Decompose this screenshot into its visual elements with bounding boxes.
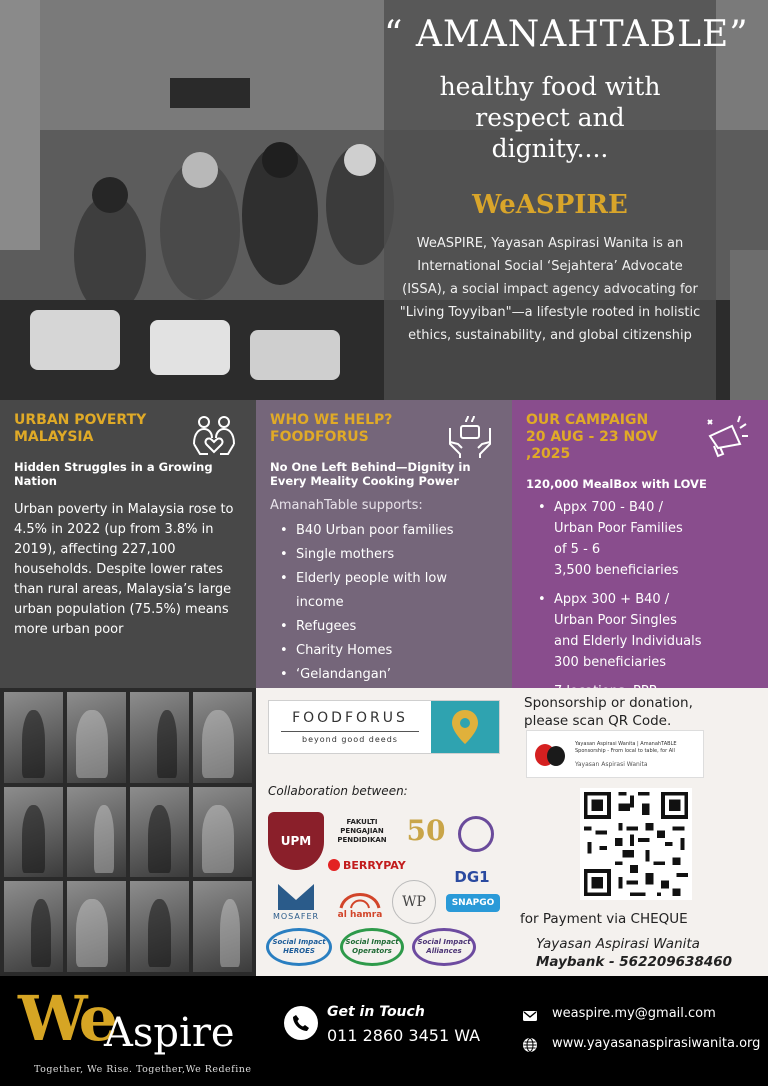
activity-photo <box>193 692 252 783</box>
urban-poverty-title: URBAN POVERTY MALAYSIA <box>14 412 147 445</box>
payee-name: Yayasan Aspirasi Wanita <box>536 936 700 952</box>
who-we-help-subtitle: No One Left Behind—Dignity in Every Meality Cooking Power <box>270 460 471 488</box>
list-item: • B40 Urban poor families <box>270 519 498 543</box>
email-link[interactable]: weaspire.my@gmail.com <box>552 1006 716 1021</box>
wp-logo: WP <box>392 880 436 924</box>
list-item-line: • Appx 700 - B40 / <box>554 500 663 515</box>
campaign-heading <box>526 412 696 463</box>
pentagon-logo <box>458 816 494 852</box>
location-pin-icon <box>431 701 499 753</box>
lower-section <box>0 688 768 976</box>
campaign-list <box>526 497 754 702</box>
berrypay-logo <box>328 856 418 874</box>
campaign-heading-title: OUR CAMPAIGN <box>526 412 649 428</box>
alhamra-logo <box>330 880 390 924</box>
list-item-line: • Appx 300 + B40 / <box>554 592 670 607</box>
sponsorship-line: please scan QR Code. <box>524 713 672 729</box>
who-we-help-panel <box>256 400 512 688</box>
divider <box>281 731 419 732</box>
tagline-line: dignity.... <box>491 134 609 163</box>
hero-tagline <box>384 71 716 164</box>
get-in-touch-label: Get in Touch <box>327 1004 425 1020</box>
upm-logo: UPM <box>268 812 324 870</box>
activity-photo <box>130 881 189 972</box>
collaboration-label: Collaboration between: <box>268 784 408 798</box>
sponsorship-text <box>524 694 693 730</box>
list-item: • ‘Gelandangan’ <box>270 663 498 687</box>
qr-code[interactable] <box>580 788 692 900</box>
list-item: • Refugees <box>270 615 498 639</box>
partners-column <box>256 688 512 976</box>
campaign-title: “ AMANAHTABLE” <box>384 14 749 55</box>
list-item-line: Urban Poor Families <box>554 521 683 536</box>
mosafer-logo <box>268 878 324 924</box>
sponsorship-card-title: Yayasan Aspirasi Wanita | AmanahTABLE Sponsorship - From local to table, for All <box>575 740 677 754</box>
activity-photo <box>193 787 252 878</box>
people-heart-icon <box>190 414 238 458</box>
footer <box>0 976 768 1086</box>
mosafer-mark-icon <box>276 882 316 912</box>
bank-account: Maybank - 562209638460 <box>536 954 733 970</box>
alhamra-arch-icon <box>339 884 381 910</box>
campaign-panel <box>512 400 768 688</box>
phone-icon <box>284 1006 318 1040</box>
activity-photo <box>67 787 126 878</box>
dg1-logo: DG1 <box>454 868 490 886</box>
globe-icon <box>522 1037 538 1053</box>
list-item-line: 3,500 beneficiaries <box>554 563 679 578</box>
urban-poverty-subtitle: Hidden Struggles in a Growing Nation <box>14 460 213 488</box>
snapgo-logo: SNAPGO <box>446 894 500 912</box>
social-impact-operators-logo: Social Impact Operators <box>340 928 404 966</box>
list-item <box>526 589 754 673</box>
activity-photo <box>67 692 126 783</box>
foodforus-logo-text <box>269 701 431 753</box>
social-impact-alliances-logo: Social Impact Alliances <box>412 928 476 966</box>
weaspire-logo-we: We <box>18 982 115 1055</box>
photo-grid <box>0 688 256 976</box>
hands-food-icon <box>446 414 494 458</box>
megaphone-icon <box>702 414 750 458</box>
campaign-headline: 120,000 MealBox with LOVE <box>526 477 707 491</box>
hero-section <box>0 0 768 400</box>
list-item: • Elderly people with low income <box>270 567 498 615</box>
sponsorship-card[interactable] <box>526 730 704 778</box>
sponsorship-card-org: Yayasan Aspirasi Wanita <box>575 760 648 768</box>
urban-poverty-body: Urban poverty in Malaysia rose to 4.5% in 2022 (up from 3.8% in 2019), affecting 227,100 households. Despite lower rates than rural areas, Malaysia’s large urban population (75.5%) means more urban poor <box>14 502 234 637</box>
alhamra-text: al hamra <box>337 910 383 920</box>
beneficiary-list <box>270 519 498 687</box>
phone-number[interactable]: 011 2860 3451 WA <box>327 1026 481 1045</box>
list-item-line: Urban Poor Singles <box>554 613 677 628</box>
activity-photo <box>4 787 63 878</box>
berrypay-text: BERRYPAY <box>343 858 406 872</box>
activity-photo <box>193 881 252 972</box>
list-item-line: of 5 - 6 <box>554 542 601 557</box>
supports-intro: AmanahTable supports: <box>270 498 423 513</box>
foodforus-tagline: beyond good deeds <box>302 735 398 744</box>
fifty-years-logo: 50 <box>406 813 446 847</box>
list-item-line: 300 beneficiaries <box>554 655 667 670</box>
sponsorship-card-text <box>575 741 699 768</box>
mosafer-text: MOSAFER <box>272 911 320 921</box>
activity-photo <box>4 881 63 972</box>
list-item: • Single mothers <box>270 543 498 567</box>
website-link[interactable]: www.yayasanaspirasiwanita.org <box>552 1036 761 1051</box>
activity-photo <box>4 692 63 783</box>
sponsorship-line: Sponsorship or donation, <box>524 695 693 711</box>
mail-icon <box>522 1008 538 1024</box>
tagline-line: healthy food with <box>439 72 661 101</box>
social-impact-heroes-logo: Social Impact HEROES <box>266 928 332 966</box>
fakulti-logo: FAKULTI PENGAJIAN PENDIDIKAN <box>337 817 387 844</box>
cheque-label: for Payment via CHEQUE <box>520 911 688 927</box>
brand-heading: WeASPIRE <box>472 190 628 220</box>
activity-photo <box>67 881 126 972</box>
list-item: • Charity Homes <box>270 639 498 663</box>
foodforus-name: FOODFORUS <box>292 710 408 726</box>
urban-poverty-panel <box>0 400 256 688</box>
weaspire-logo-aspire: Aspire <box>104 1010 235 1056</box>
list-item-line: and Elderly Individuals <box>554 634 702 649</box>
tagline-line: respect and <box>475 103 625 132</box>
sponsorship-column <box>512 688 768 976</box>
weaspire-motto: Together, We Rise. Together,We Redefine <box>34 1064 252 1075</box>
apple-icon <box>328 859 340 871</box>
activity-photo <box>130 692 189 783</box>
activity-photo <box>130 787 189 878</box>
campaign-dates: 20 AUG - 23 NOV ,2025 <box>526 429 658 462</box>
apple-logo-icon <box>531 734 571 774</box>
who-we-help-title: WHO WE HELP? FOODFORUS <box>270 412 393 445</box>
list-item <box>526 497 754 581</box>
foodforus-logo <box>268 700 500 754</box>
hero-text-panel <box>384 0 749 400</box>
brand-description: WeASPIRE, Yayasan Aspirasi Wanita is an International Social ‘Sejahtera’ Advocate (ISSA), a social impact agency advocating for "Living Toyyiban"—a lifestyle rooted in holistic ethics, sustainability, and global citizenship <box>399 236 701 343</box>
